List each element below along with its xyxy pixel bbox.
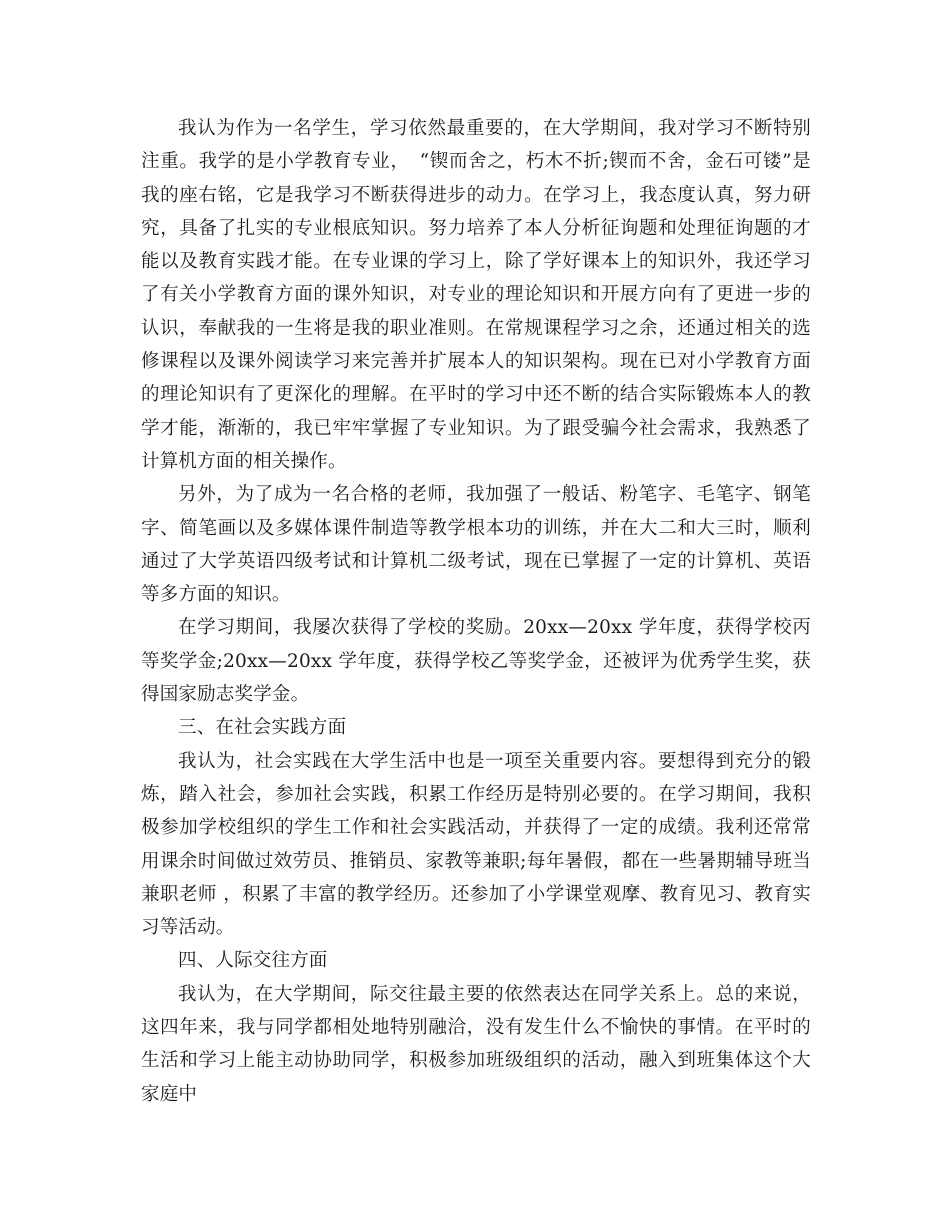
paragraph-social-practice: 我认为，社会实践在大学生活中也是一项至关重要内容。要想得到充分的锻炼，踏入社会，参加社会实践，积累工作经历是特别必要的。在学习期间，我积极参加学校组织的学生工作和社会实践活动，并获得了一定的成绩。我利还常常用课余时间做过效劳员、推销员、家教等兼职;每年暑假，都在一些暑期辅导班当兼职老师 ，积累了丰富的教学经历。还参加了小学课堂观摩、教育见习、教育实习等活动。 xyxy=(141,750,811,939)
section-heading-social-practice: 三、在社会实践方面 xyxy=(178,717,347,739)
paragraph-interpersonal: 我认为，在大学期间，际交往最主要的依然表达在同学关系上。总的来说，这四年来，我与同学都相处地特别融洽，没有发生什么不愉快的事情。在平时的生活和学习上能主动协助同学，积极参加班级组织的活动，融入到班集体这个大家庭中 xyxy=(141,983,811,1105)
document-body xyxy=(141,112,811,1111)
paragraph-awards: 在学习期间，我屡次获得了学校的奖励。20xx—20xx 学年度，获得学校丙等奖学金;20xx—20xx 学年度，获得学校乙等奖学金，还被评为优秀学生奖，获得国家励志奖学金。 xyxy=(141,617,811,706)
paragraph-study: 我认为作为一名学生，学习依然最重要的，在大学期间，我对学习不断特别注重。我学的是小学教育专业， “锲而舍之，朽木不折;锲而不舍，金石可镂”是我的座右铭，它是我学习不断获得进步的动力。在学习上，我态度认真，努力研究，具备了扎实的专业根底知识。努力培养了本人分析征询题和处理征询题的才能以及教育实践才能。在专业课的学习上，除了学好课本上的知识外，我还学习了有关小学教育方面的课外知识，对专业的理论知识和开展方向有了更进一步的认识，奉献我的一生将是我的职业准则。在常规课程学习之余，还通过相关的选修课程以及课外阅读学习来完善并扩展本人的知识架构。现在已对小学教育方面的理论知识有了更深化的理解。在平时的学习中还不断的结合实际锻炼本人的教学才能，渐渐的，我已牢牢掌握了专业知识。为了跟受骗今社会需求，我熟悉了计算机方面的相关操作。 xyxy=(141,118,811,472)
section-heading-interpersonal: 四、人际交往方面 xyxy=(178,950,328,972)
paragraph-skills: 另外，为了成为一名合格的老师，我加强了一般话、粉笔字、毛笔字、钢笔字、简笔画以及多媒体课件制造等教学根本功的训练，并在大二和大三时，顺利通过了大学英语四级考试和计算机二级考试，现在已掌握了一定的计算机、英语等多方面的知识。 xyxy=(141,484,811,606)
